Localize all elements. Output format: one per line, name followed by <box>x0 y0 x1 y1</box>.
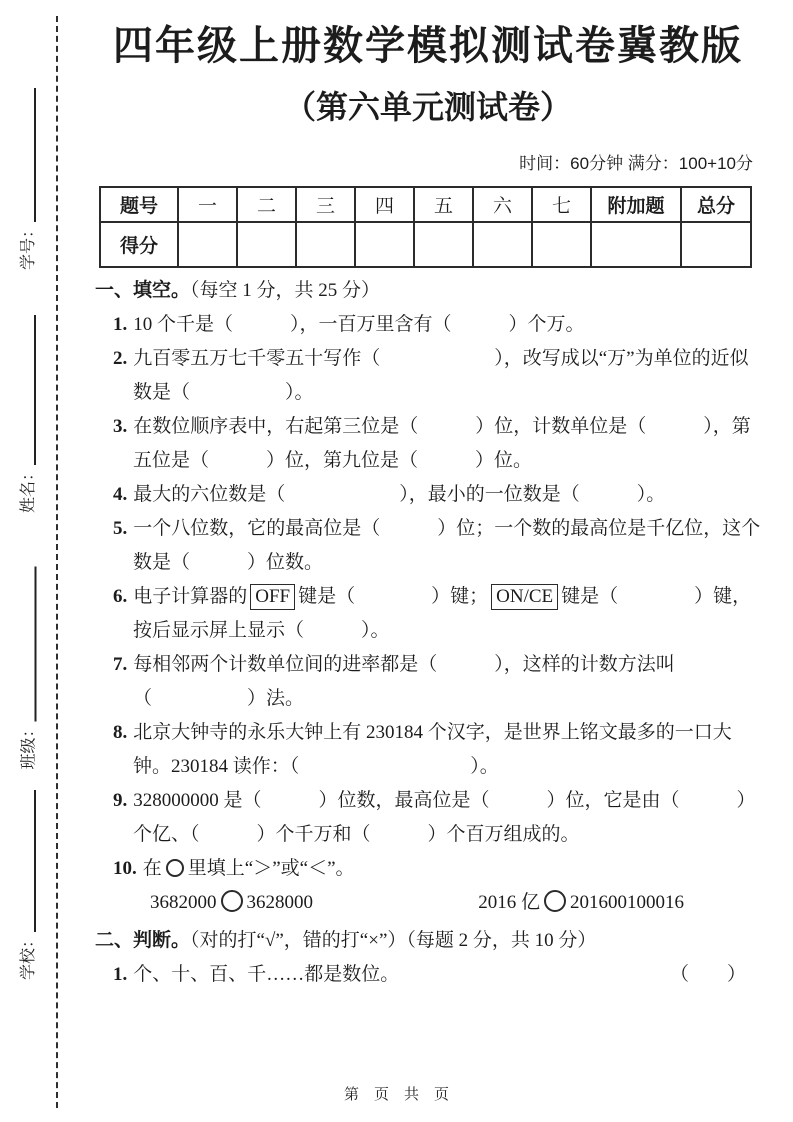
question-number: 7. <box>113 654 128 675</box>
score-table-score-row <box>100 222 751 267</box>
question-item <box>95 716 761 784</box>
question-text: 电子计算器的 <box>133 586 248 607</box>
score-empty-cell <box>296 222 355 267</box>
margin-label: 学校： <box>20 931 37 980</box>
question-number: 8. <box>113 722 128 743</box>
score-table-header-cell: 一 <box>178 187 237 222</box>
question-item <box>95 512 761 580</box>
question-number: 6. <box>113 586 128 607</box>
calculator-key-box: ON/CE <box>491 584 558 610</box>
score-empty-cell <box>355 222 414 267</box>
question-text: 键是（ ）键； <box>298 586 489 607</box>
question-text: 每相邻两个计数单位间的进率都是（ ），这样的计数方法叫（ ）法。 <box>133 654 675 709</box>
footer-page-label: 第 页 共 页 <box>343 1087 449 1103</box>
main-content <box>95 20 761 992</box>
score-table-header-cell: 七 <box>532 187 591 222</box>
question-text: 3628000 <box>246 892 313 913</box>
write-in-blank-line <box>34 315 36 465</box>
question-number: 9. <box>113 790 128 811</box>
score-empty-cell <box>237 222 296 267</box>
question-text: 里填上“＞”或“＜”。 <box>187 858 355 879</box>
question-item <box>95 852 761 886</box>
score-table-header-cell: 二 <box>237 187 296 222</box>
compare-circle <box>544 890 566 912</box>
section-heading-title: 二、判断。 <box>95 930 191 951</box>
question-item <box>95 784 761 852</box>
score-empty-cell <box>473 222 532 267</box>
section-heading <box>95 274 761 308</box>
comparison-right <box>478 886 684 920</box>
question-number: 4. <box>113 484 128 505</box>
section-heading-note: （对的打“√”，错的打“×”）（每题 2 分，共 10 分） <box>190 930 597 951</box>
score-empty-cell <box>681 222 751 267</box>
score-table-header-cell: 三 <box>296 187 355 222</box>
score-table <box>99 186 752 268</box>
name-field <box>16 315 40 513</box>
question-text: 在数位顺序表中，右起第三位是（ ）位，计数单位是（ ），第五位是（ ）位，第九位是（ ）位。 <box>133 416 751 471</box>
score-table-header-row <box>100 187 751 222</box>
question-text: 在 <box>142 858 162 879</box>
calculator-key-box: OFF <box>250 584 295 610</box>
class-field <box>16 567 40 770</box>
question-number: 2. <box>113 348 128 369</box>
score-table-header-cell: 附加题 <box>591 187 681 222</box>
score-table-header-cell: 题号 <box>100 187 178 222</box>
compare-circle <box>221 890 243 912</box>
write-in-blank-line <box>34 88 36 222</box>
question-item <box>95 342 761 410</box>
margin-label: 学号： <box>20 221 37 270</box>
question-sections <box>95 274 761 992</box>
margin-label: 姓名： <box>20 464 37 513</box>
section-heading-title: 一、填空。 <box>95 280 191 301</box>
margin-label: 班级： <box>20 721 37 770</box>
school-field <box>16 790 40 980</box>
score-empty-cell <box>532 222 591 267</box>
score-table-header-cell: 总分 <box>681 187 751 222</box>
write-in-blank-line <box>34 790 36 932</box>
score-table-header-cell: 五 <box>414 187 473 222</box>
question-number: 3. <box>113 416 128 437</box>
question-item <box>95 958 761 992</box>
score-empty-cell <box>178 222 237 267</box>
page-subtitle: （第六单元测试卷） <box>283 89 572 125</box>
score-empty-cell <box>591 222 681 267</box>
compare-circle <box>166 859 184 877</box>
question-text: 九百零五万七千零五十写作（ ），改写成以“万”为单位的近似数是（ ）。 <box>133 348 749 403</box>
score-row-label: 得分 <box>100 222 178 267</box>
question-number: 10. <box>113 858 137 879</box>
comparison-subline <box>95 886 761 920</box>
question-text: 201600100016 <box>570 892 684 913</box>
comparison-left <box>150 886 313 920</box>
question-text: 一个八位数，它的最高位是（ ）位；一个数的最高位是千亿位，这个数是（ ）位数。 <box>133 518 761 573</box>
question-item <box>95 478 761 512</box>
judgment-answer-blank: （ ） <box>669 964 746 985</box>
score-empty-cell <box>414 222 473 267</box>
binding-dashed-line <box>56 16 58 1108</box>
score-table-header-cell: 六 <box>473 187 532 222</box>
exam-meta: 时间：60分钟 满分：100+10分 <box>519 154 753 173</box>
question-item <box>95 410 761 478</box>
question-item <box>95 308 761 342</box>
section-heading <box>95 924 761 958</box>
score-table-header-cell: 四 <box>355 187 414 222</box>
question-number: 1. <box>113 964 128 985</box>
question-text: 键是（ ）键，按后显示屏上显示（ ）。 <box>133 586 752 641</box>
question-text: 北京大钟寺的永乐大钟上有 230184 个汉字，是世界上铭文最多的一口大钟。230184 读作：（ ）。 <box>133 722 732 777</box>
write-in-blank-line <box>34 567 36 722</box>
section-heading-note: （每空 1 分，共 25 分） <box>190 280 381 301</box>
question-text: 328000000 是（ ）位数，最高位是（ ）位，它是由（ ）个亿、（ ）个千万和（ ）个百万组成的。 <box>133 790 756 845</box>
page-title: 四年级上册数学模拟测试卷冀教版 <box>113 24 743 68</box>
student-number-field <box>16 88 40 270</box>
question-number: 5. <box>113 518 128 539</box>
question-number: 1. <box>113 314 128 335</box>
question-item <box>95 580 761 648</box>
question-item <box>95 648 761 716</box>
question-text: 个、十、百、千……都是数位。 <box>133 964 400 985</box>
question-text: 2016 亿 <box>478 892 540 913</box>
question-text: 3682000 <box>150 892 217 913</box>
question-text: 最大的六位数是（ ），最小的一位数是（ ）。 <box>133 484 666 505</box>
question-text: 10 个千是（ ），一百万里含有（ ）个万。 <box>133 314 585 335</box>
